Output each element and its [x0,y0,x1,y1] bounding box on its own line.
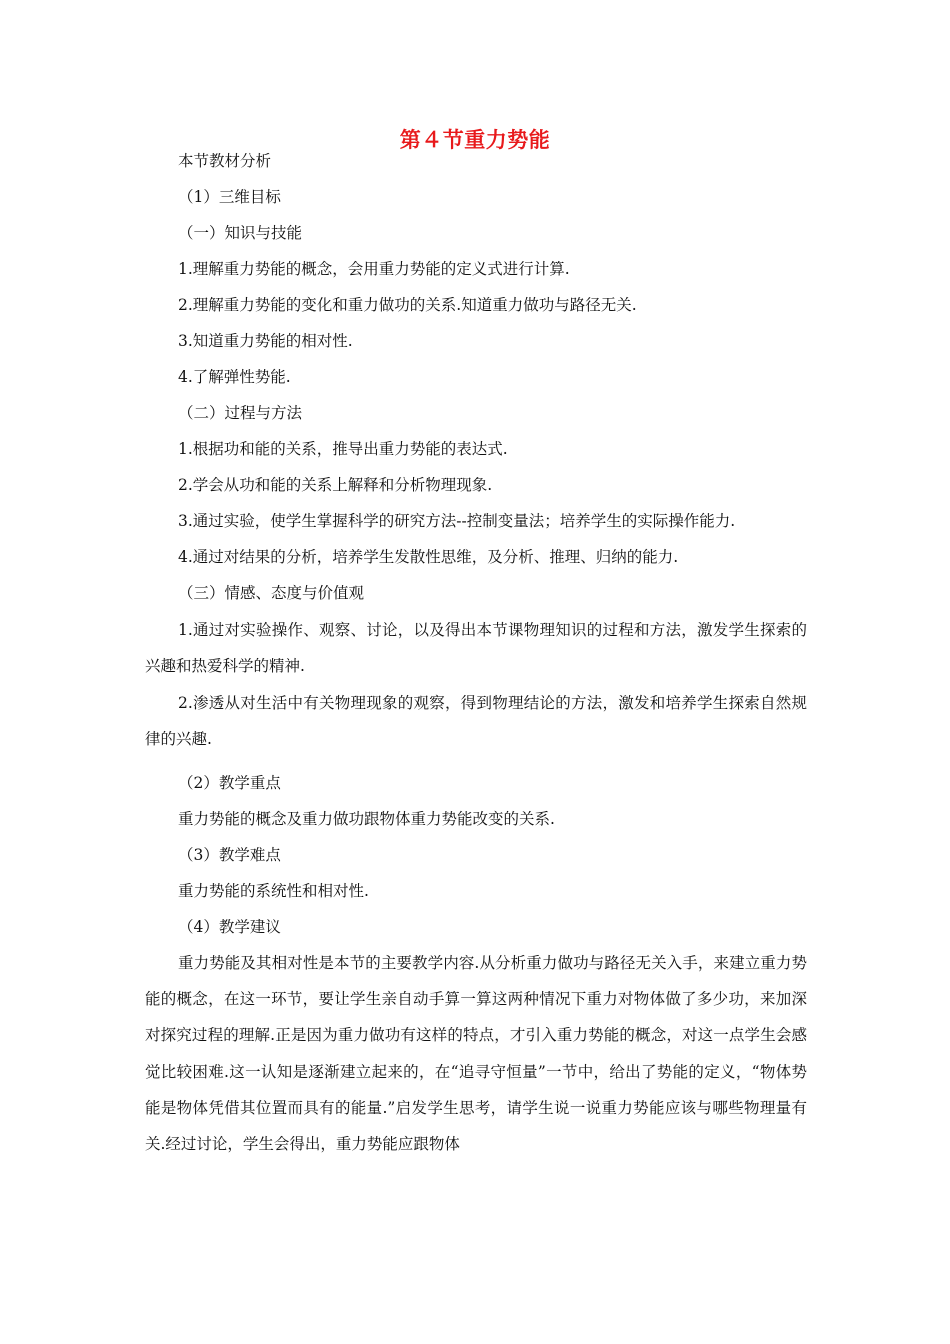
text-line: 4.通过对结果的分析，培养学生发散性思维，及分析、推理、归纳的能力. [178,548,679,566]
subsection-heading: （3）教学难点 [178,846,281,864]
text-line: 1.理解重力势能的概念，会用重力势能的定义式进行计算. [178,260,570,278]
subsection-heading: （4）教学建议 [178,918,281,936]
text-line: 2.学会从功和能的关系上解释和分析物理现象. [178,476,493,494]
subsection-heading: （2）教学重点 [178,774,281,792]
subsection-heading: （一）知识与技能 [178,224,303,242]
text-line: 4.了解弹性势能. [178,368,291,386]
paragraph: 重力势能及其相对性是本节的主要教学内容.从分析重力做功与路径无关入手，来建立重力势能的概念，在这一环节，要让学生亲自动手算一算这两种情况下重力对物体做了多少功，来加深对探究过程的理解.正是因为重力做功有这样的特点，才引入重力势能的概念，对这一点学生会感觉比较困难.这一认知是逐渐建立起来的，在“追寻守恒量”一节中，给出了势能的定义，“物体势能是物体凭借其位置而具有的能量.”启发学生思考，请学生说一说重力势能应该与哪些物理量有关.经过讨论，学生会得出，重力势能应跟物体 [145,954,807,1154]
document-title: 第４节重力势能 [399,128,551,152]
text-line: 3.通过实验，使学生掌握科学的研究方法--控制变量法；培养学生的实际操作能力. [178,512,736,530]
text-line: 重力势能的系统性和相对性. [178,882,369,900]
text-line: 3.知道重力势能的相对性. [178,332,353,350]
section-heading: 本节教材分析 [178,152,272,170]
paragraph: 2.渗透从对生活中有关物理现象的观察，得到物理结论的方法，激发和培养学生探索自然规律的兴趣. [145,694,807,749]
text-line: 重力势能的概念及重力做功跟物体重力势能改变的关系. [178,810,555,828]
text-line: 1.根据功和能的关系，推导出重力势能的表达式. [178,440,508,458]
subsection-heading: （三）情感、态度与价值观 [178,584,365,602]
subsection-heading: （1）三维目标 [178,188,281,206]
paragraph: 1.通过对实验操作、观察、讨论，以及得出本节课物理知识的过程和方法，激发学生探索的兴趣和热爱科学的精神. [145,621,807,676]
subsection-heading: （二）过程与方法 [178,404,303,422]
text-line: 2.理解重力势能的变化和重力做功的关系.知道重力做功与路径无关. [178,296,637,314]
